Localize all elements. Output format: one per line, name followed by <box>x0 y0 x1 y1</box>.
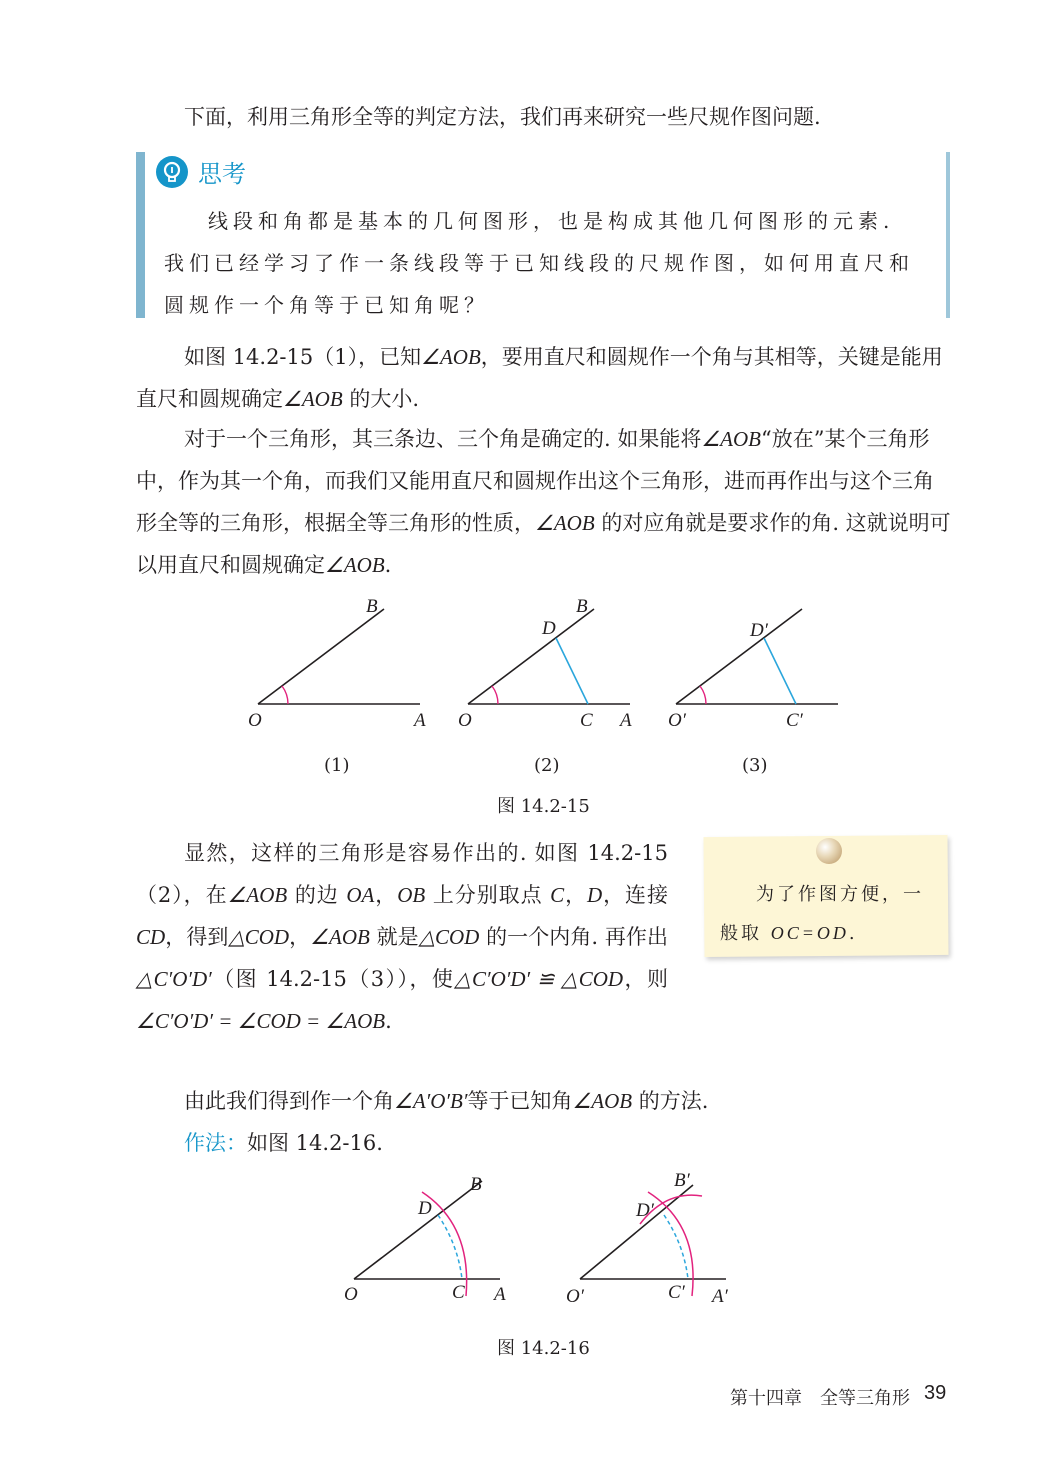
fig16-1-label-a: A <box>494 1284 506 1305</box>
fig15-1-label-a: A <box>414 710 426 731</box>
fig15-3-label-c: C′ <box>786 710 803 731</box>
fig15-2-angle-arc <box>492 686 498 704</box>
fig16-1-label-d: D <box>418 1198 432 1219</box>
fig15-1-label-b: B <box>366 596 378 617</box>
fig15-subcaption-1: (1) <box>324 755 350 776</box>
note-card <box>704 836 948 964</box>
fig16-2-label-c: C′ <box>668 1282 685 1303</box>
fig15-3-label-d: D′ <box>750 620 768 641</box>
fig15-subcaption-3: (3) <box>742 755 768 776</box>
paragraph-3: 显然，这样的三角形是容易作出的. 如图 14.2-15（2），在∠AOB 的边 OA，OB 上分别取点 C，D，连接 CD，得到△COD，∠AOB 就是△COD 的一个内角. 再作出△C′O′D′（图 14.2-15（3）），使△C′O′D′ ≌ △COD，则∠C′O′D′ = ∠COD = ∠AOB. <box>136 841 669 1033</box>
think-title: 思考 <box>198 160 246 188</box>
fig16-1-label-b: B <box>470 1174 482 1195</box>
intro-text: 下面，利用三角形全等的判定方法，我们再来研究一些尺规作图问题. <box>184 105 821 129</box>
fig15-2-label-c: C <box>580 710 593 731</box>
paragraph-4: 由此我们得到作一个角∠A′O′B′等于已知角∠AOB 的方法. <box>184 1089 709 1113</box>
fig15-2-label-a: A <box>620 710 632 731</box>
fig15-caption: 图 14.2-15 <box>497 796 590 817</box>
fig16-2-label-b: B′ <box>674 1170 690 1191</box>
fig16-2-dashed-arc <box>664 1215 688 1279</box>
chapter-footer: 第十四章 全等三角形 <box>730 1388 910 1409</box>
method-label: 作法： <box>184 1131 247 1155</box>
fig15-3-angle-arc <box>700 686 706 704</box>
fig16-1-dashed-arc <box>438 1215 462 1279</box>
fig15-2-segment-cd <box>556 638 588 704</box>
fig15-3-label-o: O′ <box>668 710 686 731</box>
method-line <box>136 1122 952 1164</box>
fig15-1-angle-arc <box>282 686 288 704</box>
fig15-2-label-o: O <box>458 710 472 731</box>
pushpin-icon <box>816 838 842 864</box>
fig16-1-label-o: O <box>344 1284 358 1305</box>
method-text: 如图 14.2-16. <box>247 1131 383 1155</box>
fig15-2-ray-ob <box>468 609 594 704</box>
note-text: 为了作图方便，一般取 OC=OD. <box>720 884 924 944</box>
fig16-1-ray-ob <box>354 1181 482 1279</box>
fig15-3-ray-ob <box>676 609 802 704</box>
paragraph-2: 对于一个三角形，其三条边、三个角是确定的. 如果能将∠AOB“放在”某个三角形中，作为其一个角，而我们又能用直尺和圆规作出这个三角形，进而再作出与这个三角形全等的三角形，根据全等三角形的性质，∠AOB 的对应角就是要求作的角. 这就说明可以用直尺和圆规确定∠AOB. <box>136 427 951 577</box>
fig16-2-label-a: A′ <box>712 1286 728 1307</box>
fig15-2-label-b: B <box>576 596 588 617</box>
fig15-subcaption-2: (2) <box>534 755 560 776</box>
fig15-2-label-d: D <box>542 618 556 639</box>
fig16-2-label-o: O′ <box>566 1286 584 1307</box>
think-text: 线段和角都是基本的几何图形，也是构成其他几何图形的元素. 我们已经学习了作一条线段等于已知线段的尺规作图，如何用直尺和圆规作一个角等于已知角呢？ <box>164 209 914 317</box>
fig15-3-segment-cd <box>764 638 796 704</box>
paragraph-1: 如图 14.2-15（1），已知∠AOB，要用直尺和圆规作一个角与其相等，关键是能用直尺和圆规确定∠AOB 的大小. <box>136 345 943 411</box>
fig16-2-label-d: D′ <box>636 1200 654 1221</box>
fig15-1-ray-ob <box>258 609 384 704</box>
fig16-caption: 图 14.2-16 <box>497 1338 590 1359</box>
page-number: 39 <box>924 1382 947 1404</box>
fig15-1-label-o: O <box>248 710 262 731</box>
fig16-1-label-c: C <box>452 1282 465 1303</box>
